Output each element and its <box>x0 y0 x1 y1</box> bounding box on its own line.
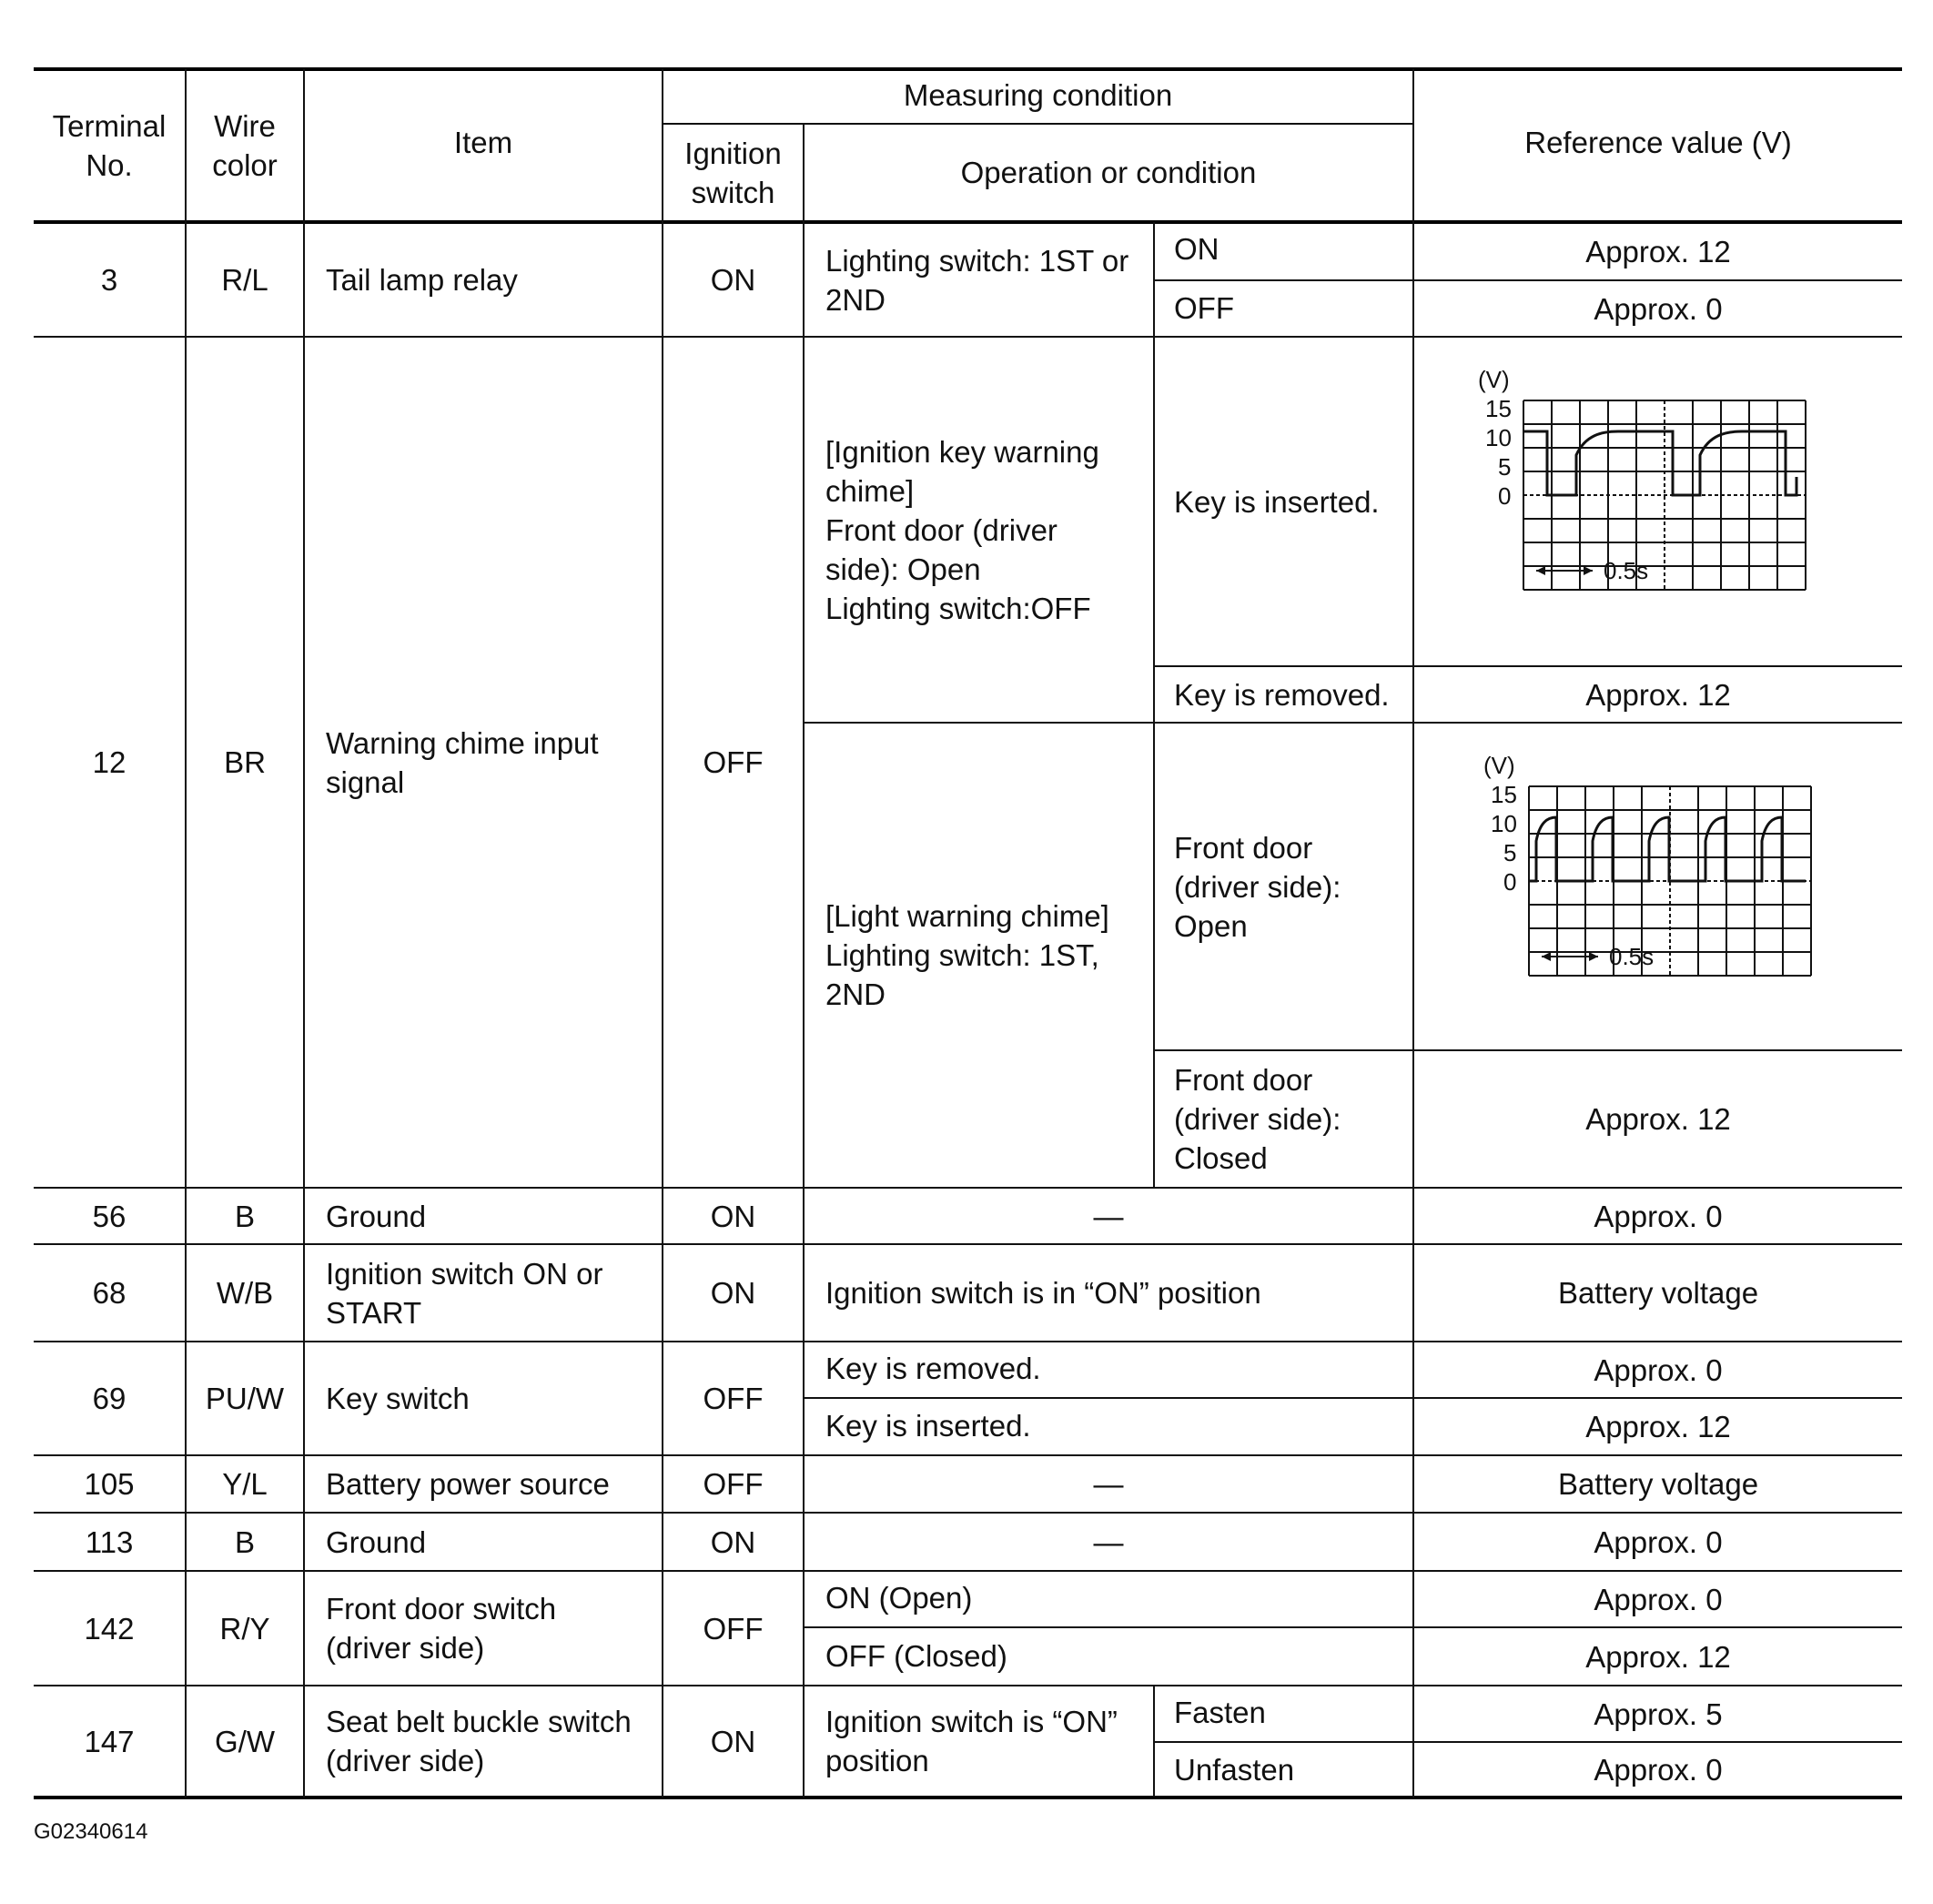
value-69-key-removed: Approx. 0 <box>1594 1352 1723 1387</box>
value-69-key-inserted: Approx. 12 <box>1585 1410 1731 1443</box>
ignition-105: OFF <box>703 1467 764 1501</box>
terminal-113: 113 <box>85 1524 134 1559</box>
header-operation-or-condition: Operation or condition <box>960 156 1257 189</box>
item-56: Ground <box>326 1199 427 1233</box>
wire-color-69: PU/W <box>205 1382 285 1415</box>
wire-color-12: BR <box>224 745 266 779</box>
waveform-tick-0: 0 <box>1503 868 1517 896</box>
condition-12-door-open: Front door (driver side): Open <box>1174 830 1341 943</box>
terminal-3: 3 <box>100 263 118 297</box>
header-item: Item <box>453 125 513 159</box>
ignition-69: OFF <box>703 1382 764 1415</box>
terminal-12: 12 <box>92 745 127 779</box>
value-147-unfasten: Approx. 0 <box>1594 1752 1723 1787</box>
waveform-time-div: 0.5s <box>1609 943 1655 970</box>
waveform-arrow-right <box>1589 952 1598 961</box>
header-measuring-condition: Measuring condition <box>903 77 1173 112</box>
condition-69-key-removed: Key is removed. <box>825 1351 1041 1385</box>
ignition-147: ON <box>710 1724 756 1758</box>
waveform-arrow-left <box>1536 566 1545 575</box>
waveform-time-div: 0.5s <box>1604 557 1649 584</box>
header-terminal-no: Terminal No. <box>52 109 167 182</box>
operation-12-ignition-key-chime: [Ignition key warning chime] Front door (driver side): Open Lighting switch:OFF <box>825 434 1099 625</box>
item-142: Front door switch (driver side) <box>326 1592 557 1665</box>
item-113: Ground <box>326 1524 427 1559</box>
value-3-off: Approx. 0 <box>1594 291 1723 326</box>
wire-color-105: Y/L <box>222 1467 268 1501</box>
value-68: Battery voltage <box>1557 1276 1759 1310</box>
terminal-56: 56 <box>92 1199 127 1233</box>
waveform-unit-label: (V) <box>1478 366 1510 393</box>
terminal-142: 142 <box>84 1611 135 1646</box>
wire-color-3: R/L <box>221 263 268 297</box>
item-68: Ignition switch ON or START <box>326 1256 603 1330</box>
value-147-fasten: Approx. 5 <box>1594 1696 1723 1731</box>
item-3: Tail lamp relay <box>326 263 518 297</box>
operation-68: Ignition switch is in “ON” position <box>825 1276 1261 1310</box>
ignition-142: OFF <box>703 1611 764 1646</box>
terminal-147: 147 <box>84 1724 135 1758</box>
ignition-56: ON <box>710 1199 756 1233</box>
waveform-arrow-left <box>1542 952 1551 961</box>
condition-12-key-removed: Key is removed. <box>1174 677 1390 712</box>
ignition-3: ON <box>710 263 756 297</box>
value-142-closed: Approx. 12 <box>1585 1639 1731 1674</box>
operation-105: — <box>1093 1467 1124 1501</box>
terminal-105: 105 <box>84 1467 135 1501</box>
wire-color-56: B <box>234 1199 255 1233</box>
operation-113: — <box>1093 1524 1124 1559</box>
header-reference-value: Reference value (V) <box>1524 125 1792 159</box>
value-113: Approx. 0 <box>1594 1524 1723 1559</box>
wire-color-142: R/Y <box>219 1611 270 1646</box>
condition-142-open: ON (Open) <box>825 1580 973 1615</box>
value-56: Approx. 0 <box>1594 1199 1723 1233</box>
waveform-tick-15: 15 <box>1491 781 1517 808</box>
figure-id: G02340614 <box>34 1819 148 1844</box>
condition-12-key-inserted: Key is inserted. <box>1174 484 1380 519</box>
waveform-tick-10: 10 <box>1485 424 1512 451</box>
item-69: Key switch <box>326 1382 470 1415</box>
waveform-tick-5: 5 <box>1503 839 1517 866</box>
waveform-tick-0: 0 <box>1498 482 1512 510</box>
ignition-68: ON <box>710 1276 756 1310</box>
header-ignition-switch: Ignition switch <box>684 136 782 209</box>
operation-56: — <box>1093 1199 1124 1233</box>
waveform-unit-label: (V) <box>1483 752 1515 779</box>
operation-147: Ignition switch is “ON” position <box>825 1705 1118 1777</box>
condition-3-off: OFF <box>1174 290 1234 325</box>
terminal-68: 68 <box>92 1276 127 1310</box>
wire-color-147: G/W <box>215 1724 275 1758</box>
waveform-signal <box>1523 431 1796 495</box>
waveform-key-inserted <box>1474 364 1820 619</box>
ignition-113: ON <box>710 1524 756 1559</box>
ignition-12: OFF <box>703 745 764 779</box>
terminal-69: 69 <box>92 1382 127 1415</box>
condition-69-key-inserted: Key is inserted. <box>825 1408 1031 1443</box>
item-147: Seat belt buckle switch (driver side) <box>326 1705 632 1777</box>
condition-142-closed: OFF (Closed) <box>825 1638 1007 1673</box>
header-wire-color: Wire color <box>212 109 278 182</box>
rule-bottom <box>34 1796 1902 1799</box>
waveform-signal <box>1529 817 1806 881</box>
operation-12-light-chime: [Light warning chime] Lighting switch: 1ST, 2ND <box>825 899 1109 1011</box>
value-105: Battery voltage <box>1557 1467 1759 1501</box>
condition-147-unfasten: Unfasten <box>1174 1752 1295 1787</box>
waveform-tick-10: 10 <box>1491 810 1517 837</box>
waveform-door-open <box>1480 750 1826 1005</box>
waveform-arrow-right <box>1584 566 1593 575</box>
value-142-open: Approx. 0 <box>1594 1582 1723 1616</box>
condition-147-fasten: Fasten <box>1174 1695 1266 1729</box>
item-12: Warning chime input signal <box>326 725 599 799</box>
value-3-on: Approx. 12 <box>1585 235 1731 268</box>
item-105: Battery power source <box>326 1467 610 1501</box>
condition-12-door-closed: Front door (driver side): Closed <box>1174 1063 1341 1175</box>
wire-color-113: B <box>234 1524 255 1559</box>
value-12-door-closed: Approx. 12 <box>1585 1102 1731 1136</box>
waveform-tick-5: 5 <box>1498 453 1512 481</box>
waveform-tick-15: 15 <box>1485 395 1512 422</box>
wire-color-68: W/B <box>216 1276 274 1310</box>
condition-3-on: ON <box>1174 231 1220 266</box>
value-12-key-removed: Approx. 12 <box>1585 677 1731 712</box>
operation-3: Lighting switch: 1ST or 2ND <box>825 243 1129 317</box>
